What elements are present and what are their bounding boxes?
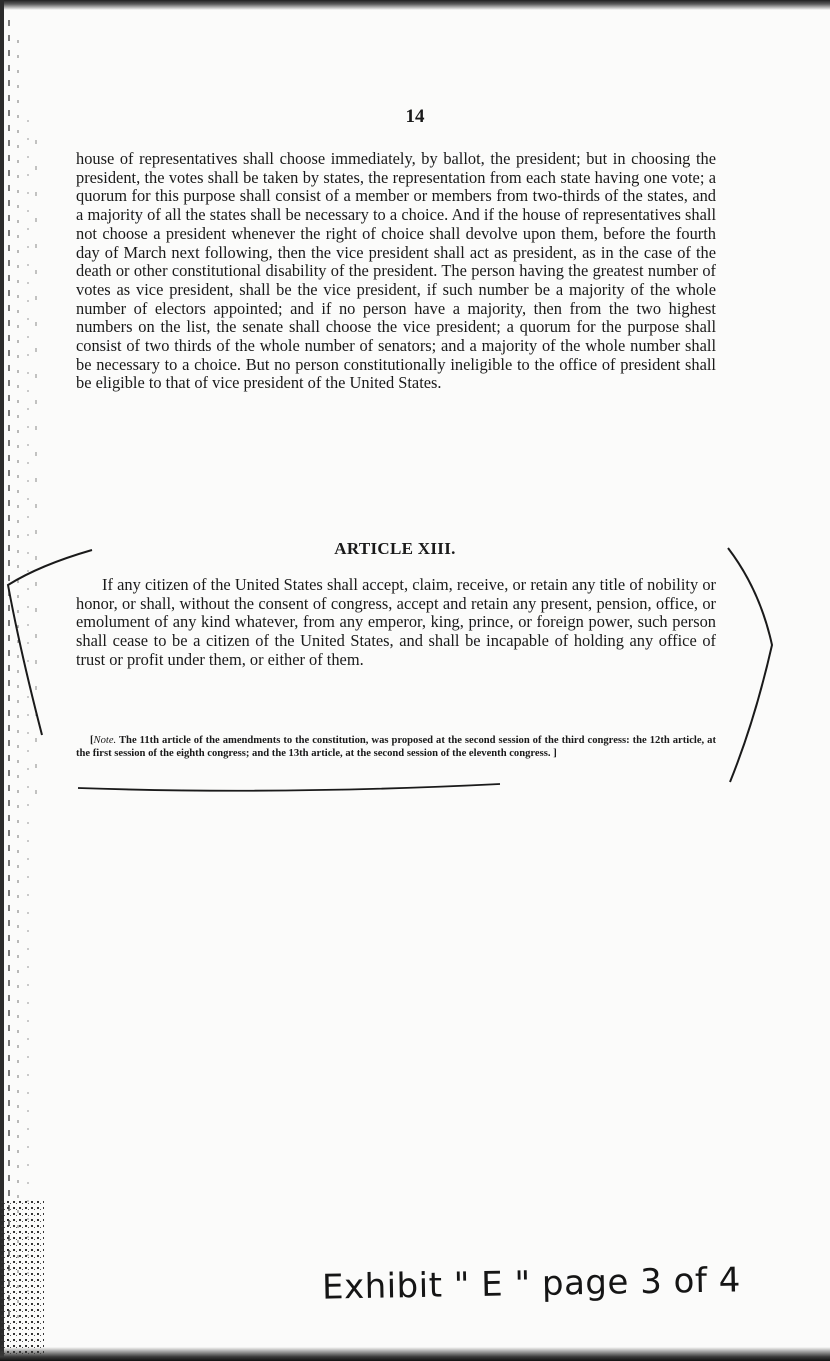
- page-top-edge-shadow: [0, 0, 830, 10]
- editorial-note: [76, 734, 716, 760]
- note-underline: [78, 784, 500, 791]
- note-text: The 11th article of the amendments to the constitution, was proposed at the second session of the third congress: the 12th article, at the first session of the eighth congress; and the 13th article, at the second session of the eleventh congress.: [76, 735, 716, 759]
- note-label: Note.: [93, 735, 117, 746]
- left-binding-margin: [0, 0, 48, 1361]
- article-xiii-text: If any citizen of the United States shall accept, claim, receive, or retain any title of nobility or honor, or shall, without the consent of congress, accept and retain any present, pension, office, or emolument of any kind whatever, from any emperor, king, prince, or foreign power, such person shall cease to be a citizen of the United States, and shall be incapable of holding any office of trust or profit under them, or either of them.: [76, 575, 716, 669]
- handwritten-exhibit-annotation: Exhibit " E " page 3 of 4: [321, 1260, 742, 1308]
- article-xiii-heading: ARTICLE XIII.: [334, 539, 456, 558]
- right-bracket-mark: [728, 548, 772, 782]
- note-close-bracket: ]: [553, 748, 557, 759]
- amendment-xii-continued-text: house of representatives shall choose immediately, by ballot, the president; but in choosing the president, the votes shall be taken by states, the representation from each state having one vote; a quorum for this purpose shall consist of a member or members from two-thirds of the states, and a majority of all the states shall be necessary to a choice. And if the house of representatives shall not choose a president whenever the right of choice shall devolve upon them, before the fourth day of March next following, then the vice president shall act as president, as in the case of the death or other constitutional disability of the president. The person having the greatest number of votes as vice president, shall be the vice president, if such number be a majority of the whole number of electors appointed; and if no person have a majority, then from the two highest numbers on the list, the senate shall choose the vice president; a quorum for the purpose shall consist of two thirds of the whole number of senators; and a majority of the whole number shall be necessary to a choice. But no person constitutionally ineligible to the office of president shall be eligible to that of vice president of the United States.: [76, 149, 716, 393]
- page-bottom-edge-shadow: [0, 1347, 830, 1361]
- note-open-bracket: [: [90, 735, 94, 746]
- page-number: 14: [405, 106, 425, 127]
